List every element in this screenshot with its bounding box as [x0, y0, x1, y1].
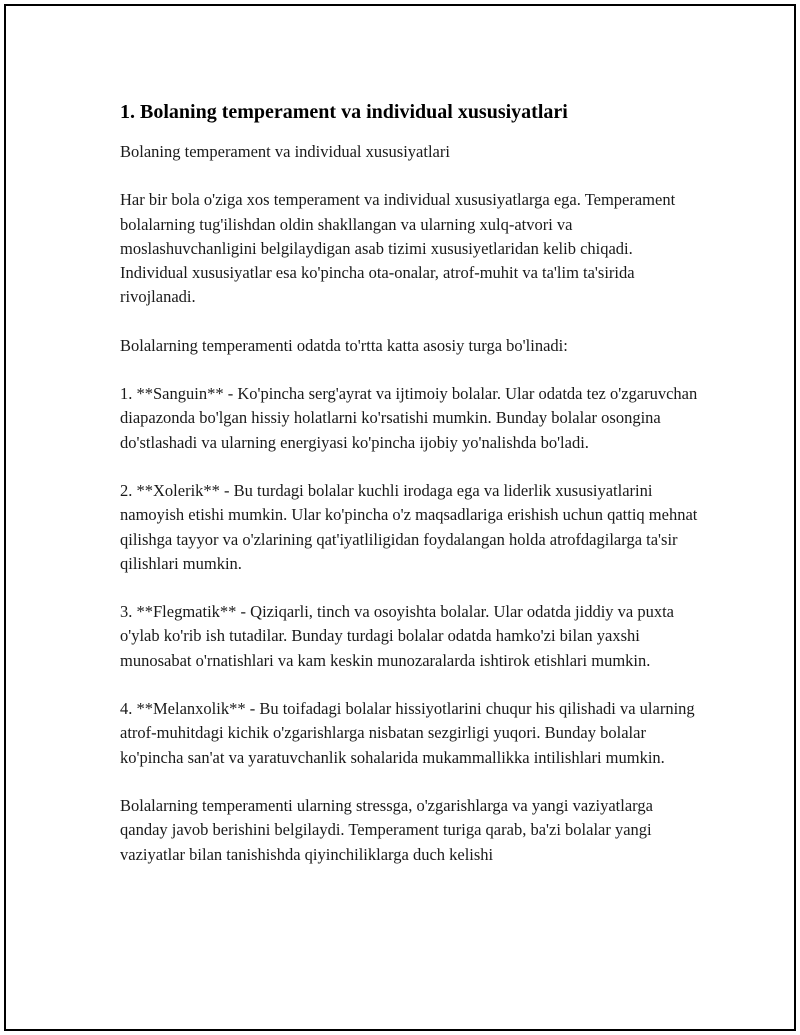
paragraph-melanxolik: 4. **Melanxolik** - Bu toifadagi bolalar hissiyotlarini chuqur his qilishadi va ularning atrof-muhitdagi kichik o'zgarishlarga nisbatan sezgirligi yuqori. Bunday bolalar ko'pincha san'at va yaratuvchanlik sohalarida mukammallikka intilishlari mumkin. [120, 699, 695, 767]
paragraph-types-heading: Bolalarning temperamenti odatda to'rtta katta asosiy turga bo'linadi: [120, 335, 568, 355]
paragraph-flegmatik: 3. **Flegmatik** - Qiziqarli, tinch va osoyishta bolalar. Ular odatda jiddiy va puxta o'ylab ko'rib ish tutadilar. Bunday turdagi bolalar odatda hamko'zi bilan yaxshi munosabat o'rnatishlari va kam keskin munozaralarda ishtirok etishlari mumkin. [120, 602, 675, 670]
document-title: 1. Bolaning temperament va individual xususiyatlari [120, 101, 568, 123]
document-body [120, 98, 700, 891]
paragraph-xolerik: 2. **Xolerik** - Bu turdagi bolalar kuchli irodaga ega va liderlik xususiyatlarini namoyish etishi mumkin. Ular ko'pincha o'z maqsadlariga erishish uchun qattiq mehnat qilishga tayyor va o'zlarining qat'iyatliligidan foydalangan holda atrofdagilarga ta'sir qilishlari mumkin. [120, 480, 698, 573]
document-page [4, 4, 796, 1031]
document-subtitle: Bolaning temperament va individual xususiyatlari [120, 142, 450, 161]
paragraph-sanguin: 1. **Sanguin** - Ko'pincha serg'ayrat va ijtimoiy bolalar. Ular odatda tez o'zgaruvchan diapazonda bo'lgan hissiy holatlarni ko'rsatishi mumkin. Bunday bolalar osongina do'stlashadi va ularning energiyasi ko'pincha ijobiy yo'nalishda bo'ladi. [120, 384, 698, 452]
paragraph-intro: Har bir bola o'ziga xos temperament va individual xususiyatlarga ega. Temperament bolalarning tug'ilishdan oldin shakllangan va ularning xulq-atvori va moslashuvchanligini belgilaydigan asab tizimi xususiyetlaridan kelib chiqadi. Individual xususiyatlar esa ko'pincha ota-onalar, atrof-muhit va ta'lim ta'sirida rivojlanadi. [120, 190, 676, 307]
paragraph-conclusion: Bolalarning temperamenti ularning stressga, o'zgarishlarga va yangi vaziyatlarga qanday javob berishini belgilaydi. Temperament turiga qarab, ba'zi bolalar yangi vaziyatlar bilan tanishishda qiyinchiliklarga duch kelishi [120, 795, 653, 864]
